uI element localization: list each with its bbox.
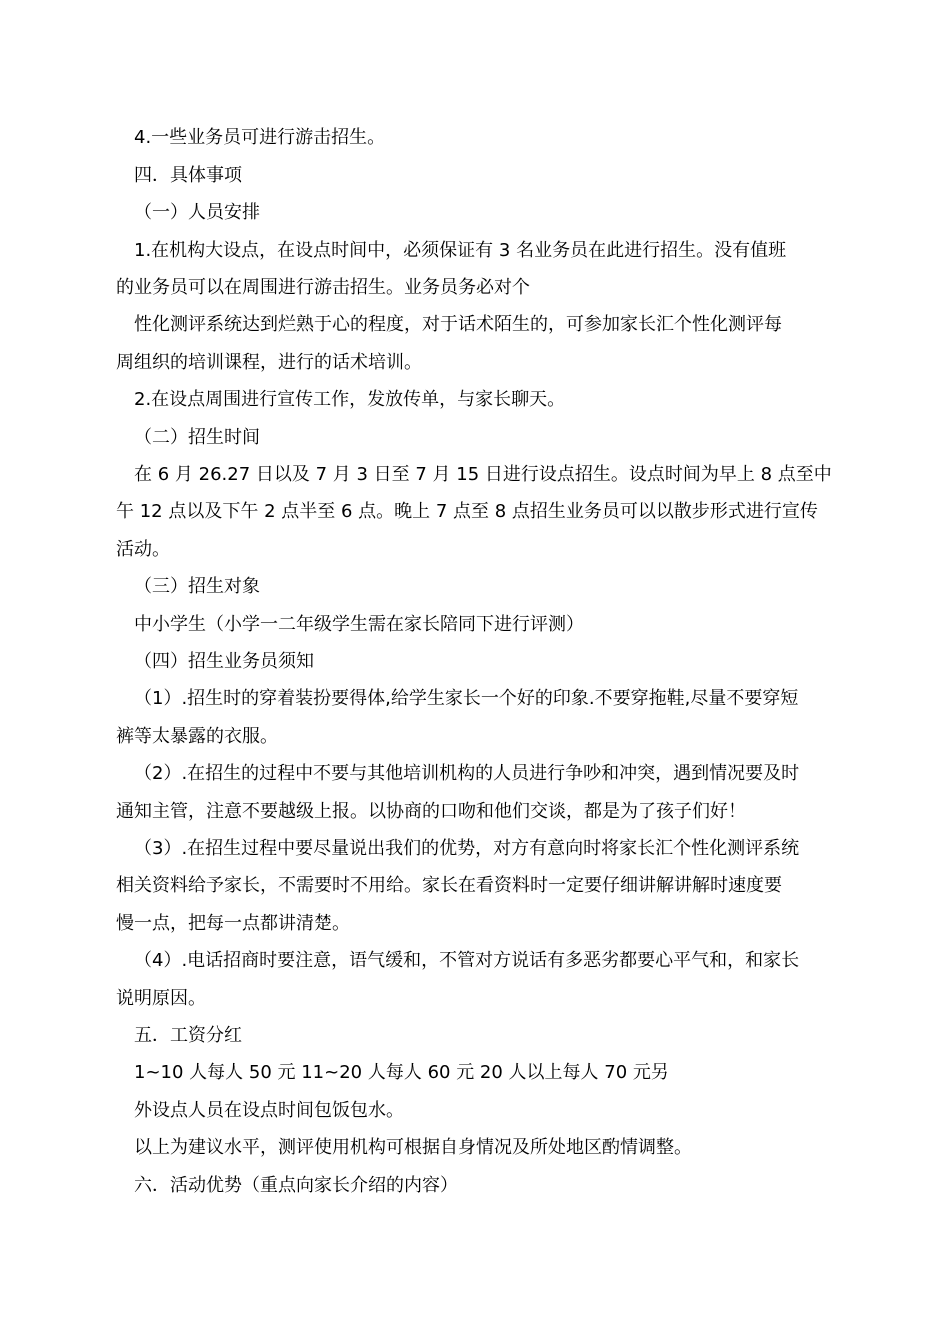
paragraph-line: 以上为建议水平，测评使用机构可根据自身情况及所处地区酌情调整。	[134, 1137, 692, 1158]
paragraph-line: 慢一点，把每一点都讲清楚。	[116, 913, 350, 934]
paragraph-line: 1~10 人每人 50 元 11~20 人每人 60 元 20 人以上每人 70 元另	[134, 1062, 669, 1083]
subheading-time: （二）招生时间	[134, 427, 260, 448]
paragraph-line: （3）.在招生过程中要尽量说出我们的优势，对方有意向时将家长汇个性化测评系统	[134, 838, 800, 859]
subheading-notice: （四）招生业务员须知	[134, 651, 314, 672]
section-heading-6: 六．活动优势（重点向家长介绍的内容）	[134, 1175, 458, 1196]
paragraph-line: 说明原因。	[116, 988, 206, 1009]
paragraph-line: 通知主管，注意不要越级上报。以协商的口吻和他们交谈，都是为了孩子们好！	[116, 801, 746, 822]
paragraph-line: 周组织的培训课程，进行的话术培训。	[116, 352, 422, 373]
paragraph-line: 1.在机构大设点，在设点时间中，必须保证有 3 名业务员在此进行招生。没有值班	[134, 240, 787, 261]
paragraph-line: 裤等太暴露的衣服。	[116, 726, 278, 747]
paragraph-line: 午 12 点以及下午 2 点半至 6 点。晚上 7 点至 8 点招生业务员可以以散步形式进行宣传	[116, 501, 818, 522]
section-heading-5: 五．工资分红	[134, 1025, 242, 1046]
paragraph-line: 性化测评系统达到烂熟于心的程度，对于话术陌生的，可参加家长汇个性化测评每	[134, 314, 782, 335]
paragraph-line: （1）.招生时的穿着装扮要得体,给学生家长一个好的印象.不要穿拖鞋,尽量不要穿短	[134, 688, 799, 709]
paragraph-line: 相关资料给予家长，不需要时不用给。家长在看资料时一定要仔细讲解讲解时速度要	[116, 875, 782, 896]
paragraph-line: （2）.在招生的过程中不要与其他培训机构的人员进行争吵和冲突，遇到情况要及时	[134, 763, 800, 784]
paragraph-line: 的业务员可以在周围进行游击招生。业务员务必对个	[116, 277, 530, 298]
paragraph-line: 外设点人员在设点时间包饭包水。	[134, 1100, 404, 1121]
subheading-personnel: （一）人员安排	[134, 202, 260, 223]
list-item-4: 4.一些业务员可进行游击招生。	[134, 127, 386, 148]
paragraph-line: 2.在设点周围进行宣传工作，发放传单，与家长聊天。	[134, 389, 566, 410]
paragraph-line: 活动。	[116, 539, 170, 560]
paragraph-line: 在 6 月 26.27 日以及 7 月 3 日至 7 月 15 日进行设点招生。设点时间为早上 8 点至中	[134, 464, 832, 485]
subheading-target: （三）招生对象	[134, 576, 260, 597]
section-heading-4: 四．具体事项	[134, 165, 242, 186]
paragraph-line: 中小学生（小学一二年级学生需在家长陪同下进行评测）	[134, 614, 584, 635]
paragraph-line: （4）.电话招商时要注意，语气缓和，不管对方说话有多恶劣都要心平气和，和家长	[134, 950, 800, 971]
